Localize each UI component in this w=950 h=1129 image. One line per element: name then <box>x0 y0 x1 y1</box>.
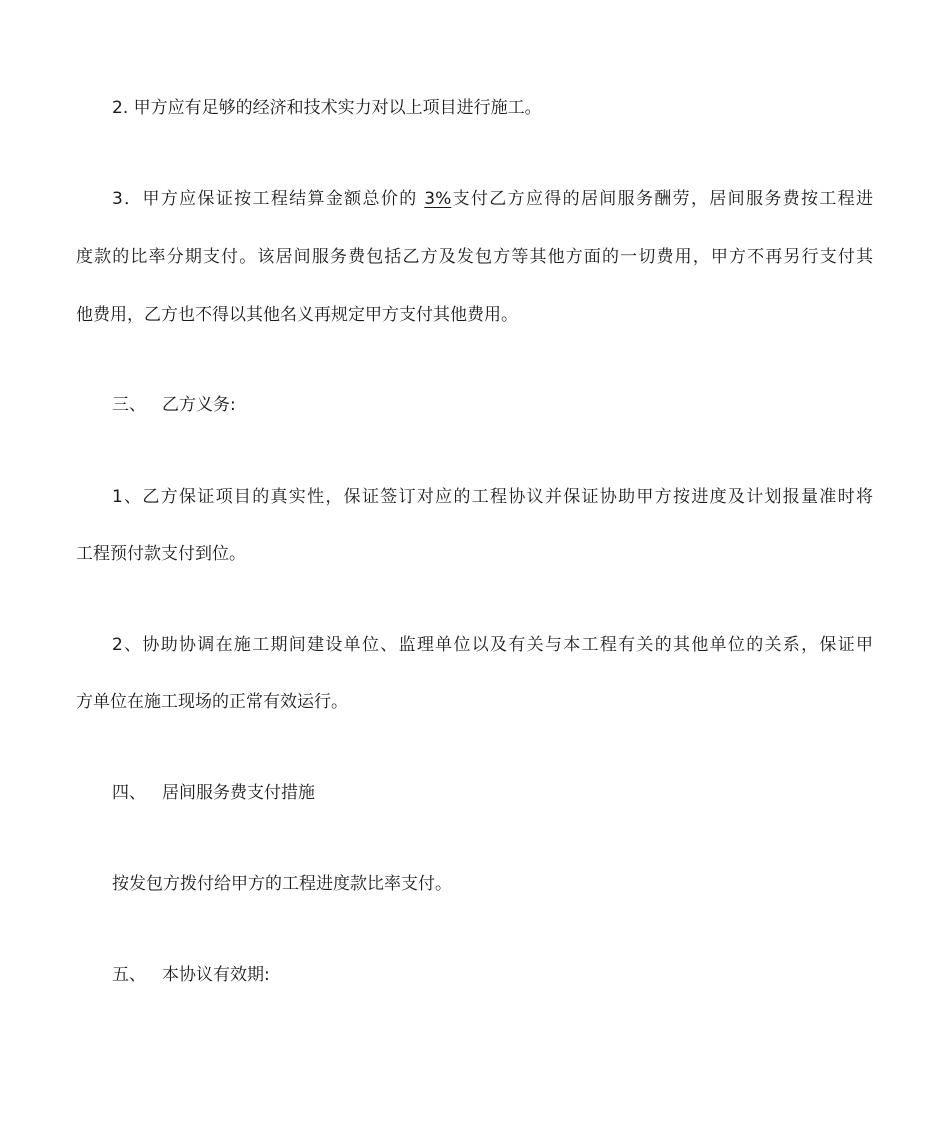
obligation-2-line-2 <box>76 690 348 714</box>
clause-2-text: 2. 甲方应有足够的经济和技术实力对以上项目进行施工。 <box>112 98 542 118</box>
clause-3-percentage: 3% <box>424 189 452 209</box>
clause-3-line-1 <box>112 187 873 211</box>
obligation-2-line-1 <box>112 633 873 657</box>
obligation-1-line-2 <box>76 542 246 566</box>
payment-measure-line <box>112 872 452 896</box>
clause-2-line <box>112 96 542 120</box>
clause-3-line-2 <box>76 245 873 269</box>
section-heading-3 <box>112 393 236 417</box>
clause-3-text-line-2: 度款的比率分期支付。该居间服务费包括乙方及发包方等其他方面的一切费用，甲方不再另行支付其 <box>76 247 873 267</box>
section-title-4: 居间服务费支付措施 <box>162 783 315 803</box>
obligation-1-text-line-1: 1、乙方保证项目的真实性，保证签订对应的工程协议并保证协助甲方按进度及计划报量准时将 <box>112 487 873 507</box>
section-number-5: 五、 <box>112 965 146 985</box>
obligation-1-line-1 <box>112 485 873 509</box>
section-number-4: 四、 <box>112 783 146 803</box>
obligation-2-text-line-2: 方单位在施工现场的正常有效运行。 <box>76 692 348 712</box>
clause-3-line-3 <box>76 303 518 327</box>
obligation-2-text-line-1: 2、协助协调在施工期间建设单位、监理单位以及有关与本工程有关的其他单位的关系，保证甲 <box>112 635 873 655</box>
obligation-1-text-line-2: 工程预付款支付到位。 <box>76 544 246 564</box>
clause-3-text-pre: 3．甲方应保证按工程结算金额总价的 <box>112 189 425 209</box>
payment-measure-text: 按发包方拨付给甲方的工程进度款比率支付。 <box>112 874 452 894</box>
clause-3-text-post: 支付乙方应得的居间服务酬劳，居间服务费按工程进 <box>451 189 873 209</box>
section-heading-4 <box>112 781 315 805</box>
section-heading-5 <box>112 963 270 987</box>
section-title-5: 本协议有效期: <box>162 965 270 985</box>
section-number-3: 三、 <box>112 395 146 415</box>
clause-3-text-line-3: 他费用，乙方也不得以其他名义再规定甲方支付其他费用。 <box>76 305 518 325</box>
section-title-3: 乙方义务: <box>162 395 236 415</box>
